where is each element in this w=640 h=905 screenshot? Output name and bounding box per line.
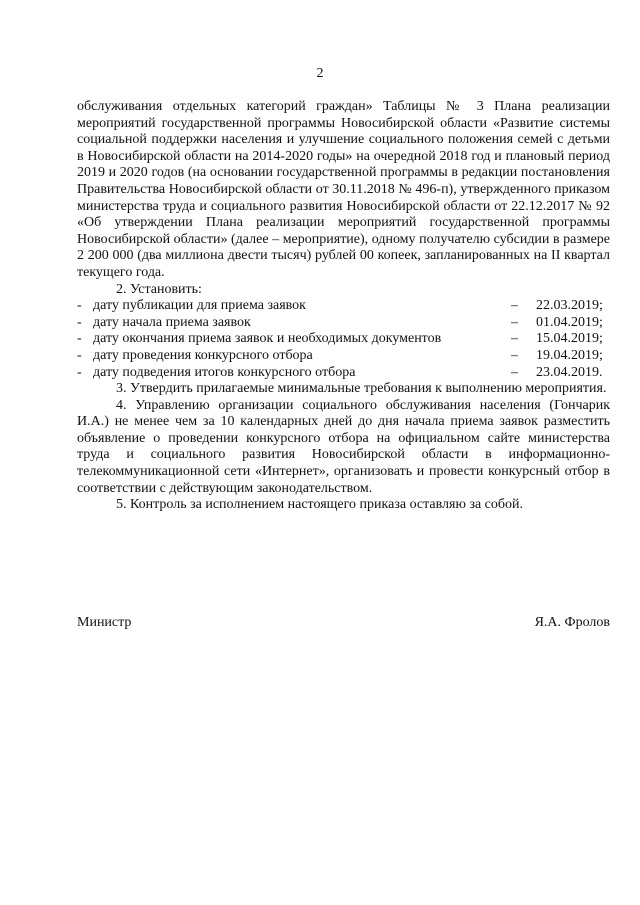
page-number: 2 [316,66,324,81]
schedule-list [77,298,610,381]
schedule-date: 19.04.2019; [536,347,603,363]
schedule-row [77,315,610,332]
signatory-name: Я.А. Фролов [534,615,610,630]
signatory-title: Министр [77,615,132,630]
schedule-row [77,298,610,315]
schedule-label: дату начала приема заявок [93,314,251,330]
schedule-label: дату окончания приема заявок и необходимых документов [93,331,442,347]
schedule-dash: – [511,347,518,363]
schedule-date: 15.04.2019; [536,331,603,347]
schedule-date: 23.04.2019. [536,364,603,380]
schedule-dash: – [511,314,518,330]
schedule-dash: – [511,298,518,314]
schedule-label: дату проведения конкурсного отбора [93,347,313,363]
item-3-paragraph: 3. Утвердить прилагаемые минимальные требования к выполнению мероприятия. [116,381,607,397]
signature-block [77,615,610,633]
schedule-dash: – [511,364,518,380]
schedule-row [77,331,610,348]
schedule-row [77,365,610,382]
schedule-dash: – [511,331,518,347]
list-bullet: - [77,347,82,363]
schedule-label: дату публикации для приема заявок [93,298,306,314]
document-body [77,99,610,514]
schedule-label: дату подведения итогов конкурсного отбора [93,364,356,380]
list-bullet: - [77,314,82,330]
item-2-heading: 2. Установить: [116,281,202,297]
item-5-paragraph: 5. Контроль за исполнением настоящего приказа оставляю за собой. [116,497,524,513]
schedule-date: 22.03.2019; [536,298,603,314]
schedule-date: 01.04.2019; [536,314,603,330]
paragraph-continuation: обслуживания отдельных категорий граждан» Таблицы № 3 Плана реализации мероприятий государственной программы Новосибирской области «Развитие системы социальной поддержки населения и улучшение социального положения семей с детьми в Новосибирской области на 2014-2020 годы» на очередной 2018 год и плановый период 2019 и 2020 годов (на основании государственной программы в редакции постановления Правительства Новосибирской области от 30.11.2018 № 496-п), утвержденного приказом министерства труда и социального развития Новосибирской области от 22.12.2017 № 92 «Об утверждении Плана реализации мероприятий государственной программы Новосибирской области» (далее – мероприятие), одному получателю субсидии в размере 2 200 000 (два миллиона двести тысяч) рублей 00 копеек, запланированных на II квартал текущего года. [77,99,610,280]
list-bullet: - [77,331,82,347]
list-bullet: - [77,298,82,314]
list-bullet: - [77,364,82,380]
item-4-paragraph: 4. Управлению организации социального обслуживания населения (Гончарик И.А.) не менее чем за 10 календарных дней до дня начала приема заявок разместить объявление о проведении конкурсного отбора на официальном сайте министерства труда и социального развития Новосибирской области в информационно-телекоммуникационной сети «Интернет», организовать и провести конкурсный отбор в соответствии с действующим законодательством. [77,397,610,496]
schedule-row [77,348,610,365]
